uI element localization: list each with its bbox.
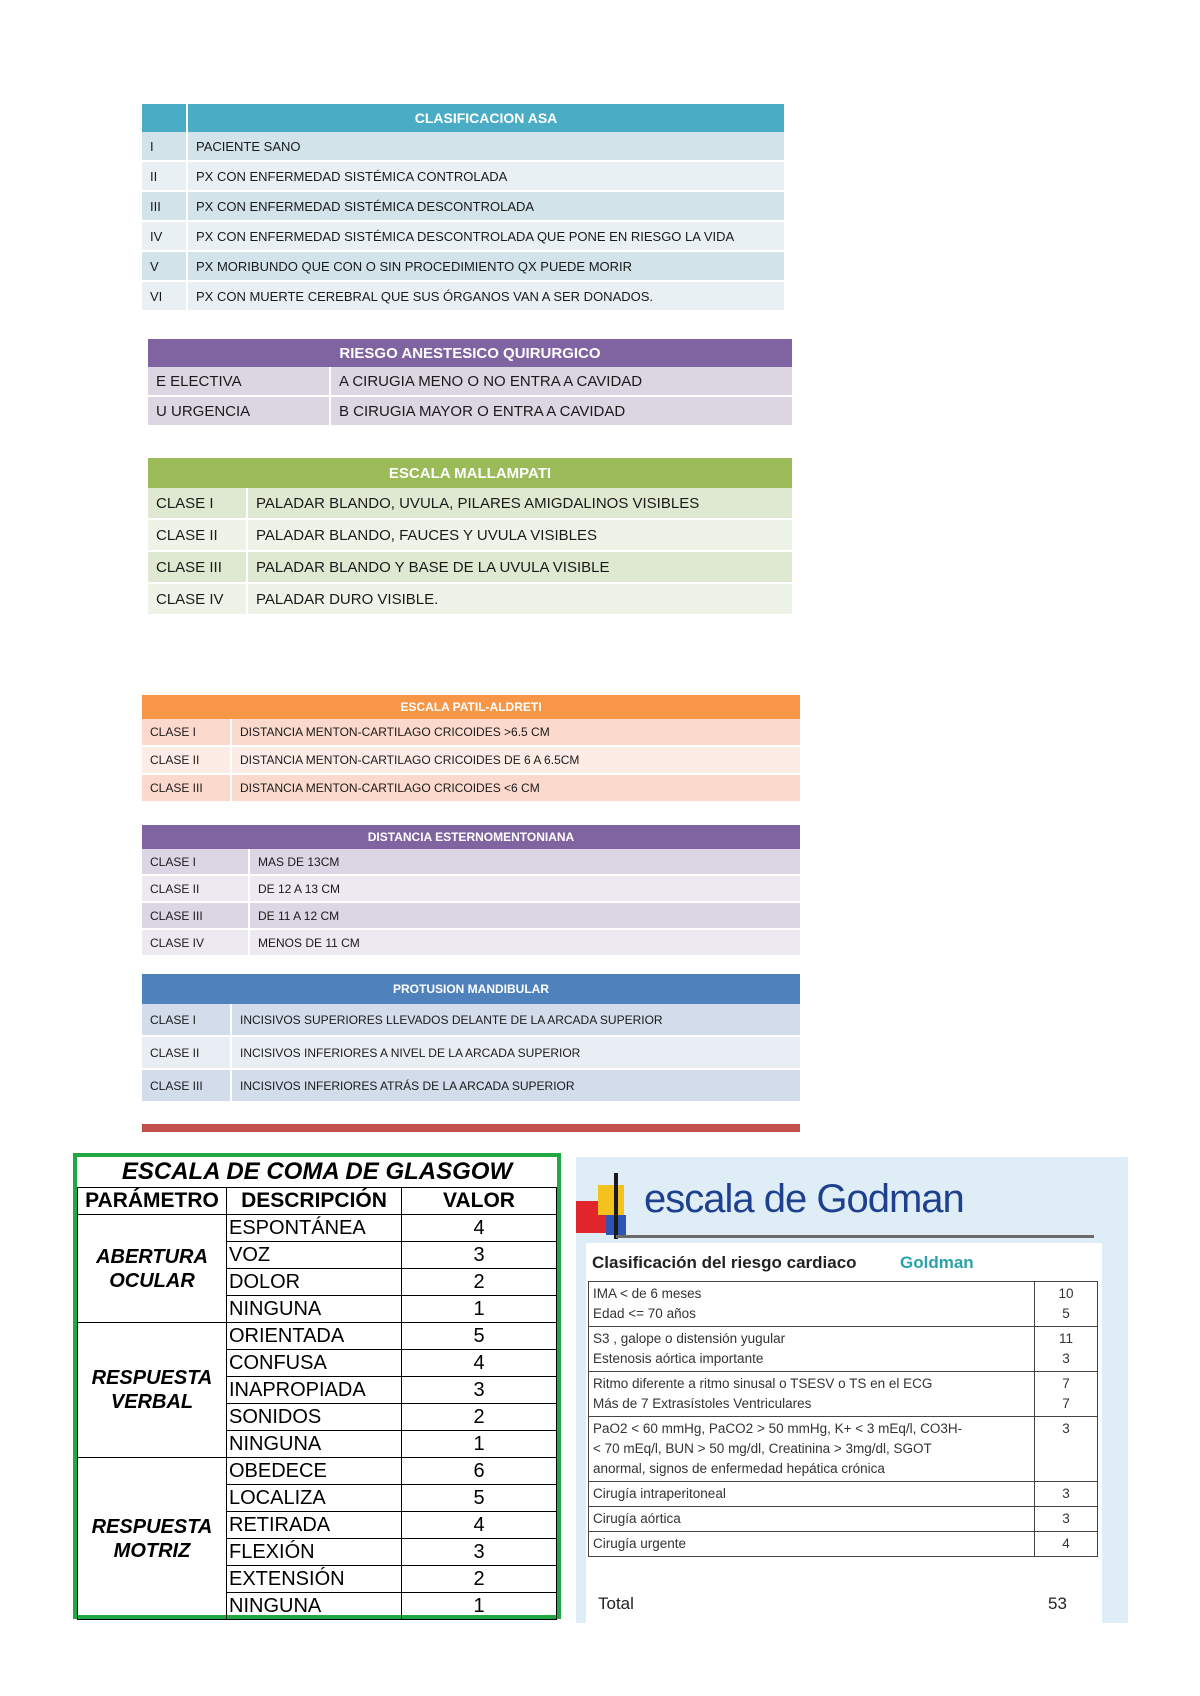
table-row — [142, 929, 800, 956]
protusion-mandibular-table — [142, 974, 800, 1103]
glasgow-value: 1 — [402, 1593, 557, 1620]
row-class-label: CLASE III — [148, 551, 247, 583]
goldman-point-value: 3 — [1062, 1486, 1070, 1501]
goldman-point-value: 3 — [1062, 1421, 1070, 1436]
glasgow-description: INAPROPIADA — [227, 1377, 402, 1404]
glasgow-description: SONIDOS — [227, 1404, 402, 1431]
glasgow-title: ESCALA DE COMA DE GLASGOW — [78, 1157, 557, 1188]
row-class-label: II — [142, 161, 187, 191]
row-class-label: III — [142, 191, 187, 221]
glasgow-row — [78, 1215, 557, 1242]
mallampati-title: ESCALA MALLAMPATI — [148, 458, 792, 488]
row-description: PX CON ENFERMEDAD SISTÉMICA CONTROLADA — [187, 161, 784, 191]
godman-title: escala de Godman — [644, 1177, 964, 1221]
glasgow-description: ORIENTADA — [227, 1323, 402, 1350]
row-class-label: CLASE II — [142, 1036, 231, 1069]
glasgow-description: VOZ — [227, 1242, 402, 1269]
goldman-criterion-line: anormal, signos de enfermedad hepática crónica — [593, 1461, 885, 1476]
asa-classification-table — [142, 104, 784, 312]
anesthetic-risk-table — [148, 339, 792, 427]
table-row — [148, 396, 792, 426]
row-class-label: CLASE III — [142, 1069, 231, 1102]
goldman-criterion-line: Ritmo diferente a ritmo sinusal o TSESV o TS en el ECG — [593, 1376, 933, 1391]
goldman-point-value: 10 — [1058, 1286, 1074, 1301]
goldman-points — [1035, 1327, 1098, 1372]
table-row — [142, 251, 784, 281]
goldman-criterion-line: Cirugía aórtica — [593, 1511, 681, 1526]
glasgow-value: 2 — [402, 1269, 557, 1296]
row-description: PX CON ENFERMEDAD SISTÉMICA DESCONTROLADA — [187, 191, 784, 221]
goldman-criterion-line: Estenosis aórtica importante — [593, 1351, 764, 1366]
row-class-label: CLASE III — [142, 902, 249, 929]
goldman-criteria — [589, 1507, 1035, 1532]
glasgow-description: OBEDECE — [227, 1458, 402, 1485]
goldman-point-value: 11 — [1058, 1331, 1073, 1346]
glasgow-description: ESPONTÁNEA — [227, 1215, 402, 1242]
row-description: DE 12 A 13 CM — [249, 875, 800, 902]
protusion-title: PROTUSION MANDIBULAR — [142, 974, 800, 1004]
glasgow-header-value: VALOR — [402, 1188, 557, 1215]
row-description: DISTANCIA MENTON-CARTILAGO CRICOIDES DE 6 A 6.5CM — [231, 746, 800, 774]
glasgow-scale-box — [73, 1153, 561, 1619]
row-description: PALADAR BLANDO, FAUCES Y UVULA VISIBLES — [247, 519, 792, 551]
goldman-criterion-line: PaO2 < 60 mmHg, PaCO2 > 50 mmHg, K+ < 3 mEq/l, CO3H- — [593, 1421, 963, 1436]
glasgow-value: 5 — [402, 1485, 557, 1512]
table-row — [142, 849, 800, 875]
row-description: DE 11 A 12 CM — [249, 902, 800, 929]
row-class-label: U URGENCIA — [148, 396, 330, 426]
row-class-label: CLASE III — [142, 774, 231, 802]
row-description: PX CON MUERTE CEREBRAL QUE SUS ÓRGANOS VAN A SER DONADOS. — [187, 281, 784, 311]
glasgow-parameter: RESPUESTA VERBAL — [78, 1323, 227, 1458]
glasgow-value: 1 — [402, 1296, 557, 1323]
table-row — [148, 551, 792, 583]
row-description: PACIENTE SANO — [187, 132, 784, 161]
table-row — [148, 583, 792, 615]
glasgow-description: FLEXIÓN — [227, 1539, 402, 1566]
goldman-row — [589, 1482, 1098, 1507]
glasgow-row — [78, 1323, 557, 1350]
goldman-points — [1035, 1417, 1098, 1482]
row-description: PX MORIBUNDO QUE CON O SIN PROCEDIMIENTO QX PUEDE MORIR — [187, 251, 784, 281]
table-row — [142, 902, 800, 929]
row-class-label: VI — [142, 281, 187, 311]
glasgow-parameter: ABERTURA OCULAR — [78, 1215, 227, 1323]
goldman-criteria — [589, 1372, 1035, 1417]
row-description: DISTANCIA MENTON-CARTILAGO CRICOIDES <6 CM — [231, 774, 800, 802]
row-class-label: IV — [142, 221, 187, 251]
glasgow-table — [77, 1157, 557, 1620]
godman-subtitle-accent: Goldman — [900, 1253, 974, 1272]
goldman-criteria-table — [588, 1281, 1098, 1557]
godman-total-label: Total — [598, 1594, 634, 1613]
glasgow-description: EXTENSIÓN — [227, 1566, 402, 1593]
glasgow-header-desc: DESCRIPCIÓN — [227, 1188, 402, 1215]
glasgow-row — [78, 1458, 557, 1485]
goldman-point-value: 7 — [1062, 1376, 1070, 1391]
glasgow-parameter: RESPUESTA MOTRIZ — [78, 1458, 227, 1620]
goldman-criteria — [589, 1417, 1035, 1482]
table-row — [142, 161, 784, 191]
table-row — [148, 367, 792, 396]
row-description: INCISIVOS INFERIORES ATRÁS DE LA ARCADA SUPERIOR — [231, 1069, 800, 1102]
goldman-criteria — [589, 1532, 1035, 1557]
goldman-criterion-line: < 70 mEq/l, BUN > 50 mg/dl, Creatinina > 3mg/dl, SGOT — [593, 1441, 932, 1456]
asa-title: CLASIFICACION ASA — [187, 104, 784, 132]
goldman-criteria — [589, 1282, 1035, 1327]
table-row — [148, 519, 792, 551]
glasgow-value: 3 — [402, 1242, 557, 1269]
row-class-label: CLASE IV — [148, 583, 247, 615]
table-row — [142, 221, 784, 251]
goldman-point-value: 3 — [1062, 1511, 1070, 1526]
goldman-criterion-line: Más de 7 Extrasístoles Ventriculares — [593, 1396, 812, 1411]
glasgow-value: 2 — [402, 1404, 557, 1431]
glasgow-description: DOLOR — [227, 1269, 402, 1296]
patil-aldreti-table — [142, 695, 800, 803]
glasgow-description: CONFUSA — [227, 1350, 402, 1377]
row-description: B CIRUGIA MAYOR O ENTRA A CAVIDAD — [330, 396, 792, 426]
goldman-criterion-line: Cirugía intraperitoneal — [593, 1486, 726, 1501]
table-row — [142, 132, 784, 161]
goldman-criterion-line: IMA < de 6 meses — [593, 1286, 702, 1301]
goldman-criteria — [589, 1327, 1035, 1372]
glasgow-value: 1 — [402, 1431, 557, 1458]
godman-subtitle: Clasificación del riesgo cardiaco — [592, 1253, 857, 1272]
row-description: INCISIVOS SUPERIORES LLEVADOS DELANTE DE LA ARCADA SUPERIOR — [231, 1004, 800, 1036]
goldman-criterion-line: Edad <= 70 años — [593, 1306, 696, 1321]
row-class-label: V — [142, 251, 187, 281]
glasgow-value: 4 — [402, 1350, 557, 1377]
goldman-points — [1035, 1372, 1098, 1417]
goldman-criterion-line: Cirugía urgente — [593, 1536, 687, 1551]
row-description: A CIRUGIA MENO O NO ENTRA A CAVIDAD — [330, 367, 792, 396]
glasgow-description: RETIRADA — [227, 1512, 402, 1539]
glasgow-description: NINGUNA — [227, 1593, 402, 1620]
goldman-row — [589, 1282, 1098, 1327]
glasgow-value: 4 — [402, 1512, 557, 1539]
goldman-row — [589, 1417, 1098, 1482]
riesgo-title: RIESGO ANESTESICO QUIRURGICO — [148, 339, 792, 367]
goldman-row — [589, 1532, 1098, 1557]
mallampati-table — [148, 458, 792, 616]
row-class-label: CLASE II — [142, 746, 231, 774]
glasgow-value: 3 — [402, 1539, 557, 1566]
glasgow-value: 5 — [402, 1323, 557, 1350]
goldman-criterion-line: S3 , galope o distensión yugular — [593, 1331, 786, 1346]
row-description: INCISIVOS INFERIORES A NIVEL DE LA ARCADA SUPERIOR — [231, 1036, 800, 1069]
table-row — [142, 281, 784, 311]
table-row — [142, 1069, 800, 1102]
row-class-label: E ELECTIVA — [148, 367, 330, 396]
glasgow-value: 4 — [402, 1215, 557, 1242]
goldman-row — [589, 1507, 1098, 1532]
glasgow-value: 2 — [402, 1566, 557, 1593]
glasgow-value: 3 — [402, 1377, 557, 1404]
godman-total-value: 53 — [1048, 1594, 1067, 1613]
row-class-label: CLASE I — [142, 719, 231, 746]
glasgow-header-param: PARÁMETRO — [78, 1188, 227, 1215]
row-class-label: CLASE II — [142, 875, 249, 902]
row-description: MENOS DE 11 CM — [249, 929, 800, 956]
glasgow-description: LOCALIZA — [227, 1485, 402, 1512]
row-description: PX CON ENFERMEDAD SISTÉMICA DESCONTROLADA QUE PONE EN RIESGO LA VIDA — [187, 221, 784, 251]
table-row — [142, 1004, 800, 1036]
patil-title: ESCALA PATIL-ALDRETI — [142, 695, 800, 719]
glasgow-value: 6 — [402, 1458, 557, 1485]
table-row — [142, 191, 784, 221]
row-description: MAS DE 13CM — [249, 849, 800, 875]
esternomentoniana-table — [142, 825, 800, 957]
godman-logo — [576, 1165, 646, 1245]
goldman-row — [589, 1327, 1098, 1372]
table-row — [148, 488, 792, 519]
table-row — [142, 774, 800, 802]
esterno-title: DISTANCIA ESTERNOMENTONIANA — [142, 825, 800, 849]
cut-off-table-header — [142, 1124, 800, 1132]
row-description: PALADAR BLANDO, UVULA, PILARES AMIGDALINOS VISIBLES — [247, 488, 792, 519]
row-class-label: CLASE II — [148, 519, 247, 551]
row-description: PALADAR BLANDO Y BASE DE LA UVULA VISIBLE — [247, 551, 792, 583]
goldman-points — [1035, 1282, 1098, 1327]
glasgow-description: NINGUNA — [227, 1296, 402, 1323]
row-class-label: CLASE IV — [142, 929, 249, 956]
row-class-label: CLASE I — [142, 849, 249, 875]
goldman-point-value: 4 — [1062, 1536, 1070, 1551]
row-class-label: CLASE I — [142, 1004, 231, 1036]
table-row — [142, 875, 800, 902]
goldman-row — [589, 1372, 1098, 1417]
goldman-point-value: 3 — [1062, 1351, 1070, 1366]
row-description: DISTANCIA MENTON-CARTILAGO CRICOIDES >6.5 CM — [231, 719, 800, 746]
goldman-point-value: 5 — [1062, 1306, 1070, 1321]
goldman-point-value: 7 — [1062, 1396, 1070, 1411]
table-row — [142, 1036, 800, 1069]
godman-divider — [616, 1235, 1094, 1238]
goldman-points — [1035, 1507, 1098, 1532]
table-row — [142, 719, 800, 746]
goldman-points — [1035, 1532, 1098, 1557]
row-description: PALADAR DURO VISIBLE. — [247, 583, 792, 615]
glasgow-description: NINGUNA — [227, 1431, 402, 1458]
row-class-label: CLASE I — [148, 488, 247, 519]
row-class-label: I — [142, 132, 187, 161]
goldman-criteria — [589, 1482, 1035, 1507]
godman-scale-panel — [576, 1157, 1128, 1623]
table-row — [142, 746, 800, 774]
goldman-points — [1035, 1482, 1098, 1507]
